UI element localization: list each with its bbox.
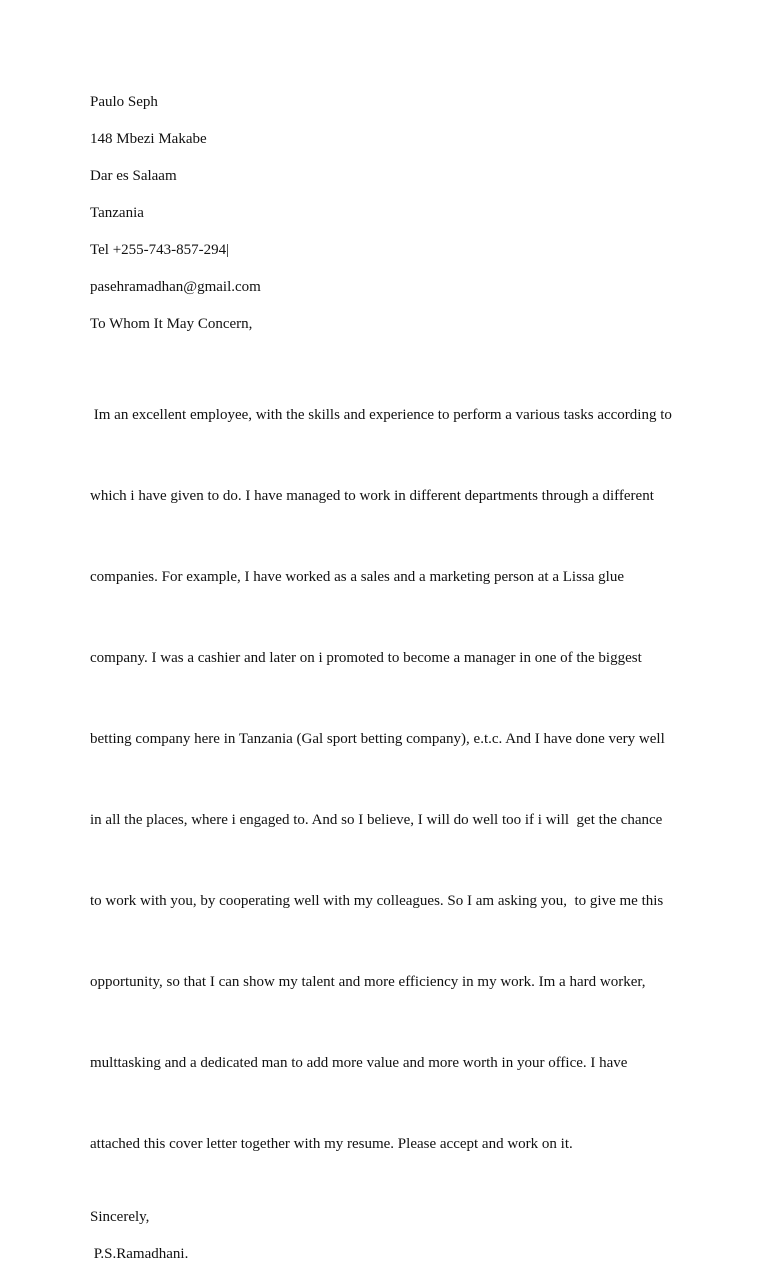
body-line: Im an excellent employee, with the skills and experience to perform a various tasks according to bbox=[90, 407, 672, 423]
sender-city: Dar es Salaam bbox=[90, 168, 177, 184]
body-line: companies. For example, I have worked as a sales and a marketing person at a Lissa glue bbox=[90, 569, 624, 585]
sender-tel: Tel +255-743-857-294| bbox=[90, 242, 230, 258]
letter-body bbox=[90, 348, 690, 1212]
body-line: attached this cover letter together with my resume. Please accept and work on it. bbox=[90, 1136, 573, 1152]
sender-street: 148 Mbezi Makabe bbox=[90, 131, 207, 147]
body-line: betting company here in Tanzania (Gal sport betting company), e.t.c. And I have done very well bbox=[90, 731, 665, 747]
letter-page bbox=[90, 92, 690, 1262]
sender-name: Paulo Seph bbox=[90, 94, 158, 110]
signature: P.S.Ramadhani. bbox=[90, 1246, 189, 1262]
body-line: opportunity, so that I can show my talent and more efficiency in my work. Im a hard worker, bbox=[90, 974, 646, 990]
sender-email: pasehramadhan@gmail.com bbox=[90, 279, 261, 295]
closing: Sincerely, bbox=[90, 1209, 150, 1225]
salutation: To Whom It May Concern, bbox=[90, 316, 253, 332]
body-line: which i have given to do. I have managed to work in different departments through a different bbox=[90, 488, 654, 504]
sender-country: Tanzania bbox=[90, 205, 144, 221]
body-line: company. I was a cashier and later on i promoted to become a manager in one of the biggest bbox=[90, 650, 642, 666]
body-line: multtasking and a dedicated man to add more value and more worth in your office. I have bbox=[90, 1055, 628, 1071]
body-line: in all the places, where i engaged to. And so I believe, I will do well too if i will get the chance bbox=[90, 812, 663, 828]
body-line: to work with you, by cooperating well with my colleagues. So I am asking you, to give me this bbox=[90, 893, 664, 909]
